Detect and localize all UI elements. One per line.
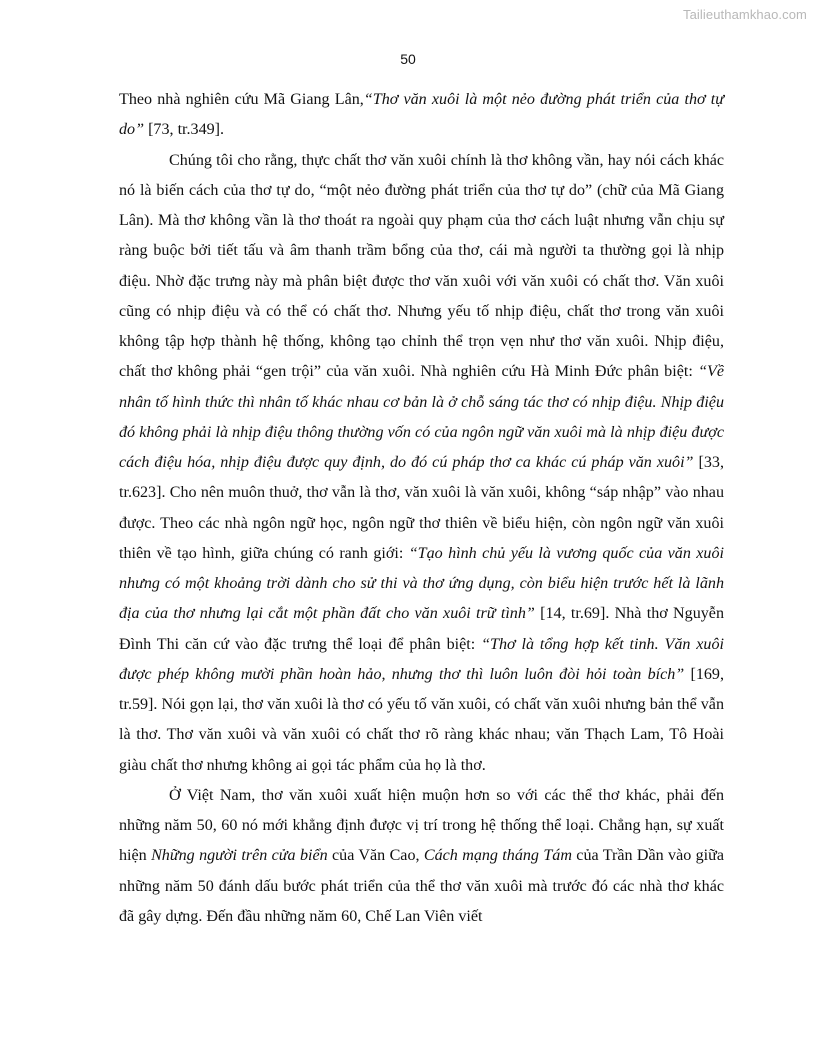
paragraph-1 xyxy=(119,85,724,146)
work-title-italic: Những người trên cửa biển xyxy=(151,847,328,865)
text-run: Theo nhà nghiên cứu Mã Giang Lân, xyxy=(119,91,364,108)
text-run: Ở Việt Nam, thơ văn xuôi xuất hiện muộn hơn so với các thể thơ khác, phải đến những năm 50, 60 nó mới khẳng định được vị trí trong hệ thống thể loại. Chẳng hạn, sự xuất hiện xyxy=(119,786,724,865)
text-run: [169, tr.59]. Nói gọn lại, thơ văn xuôi là thơ có yếu tố văn xuôi, có chất văn xuôi nhưng bản thể vẫn là thơ. Thơ văn xuôi và văn xuôi có chất thơ rõ ràng khác nhau; văn Thạch Lam, Tô Hoài giàu chất thơ nhưng không ai gọi tác phẩm của họ là thơ. xyxy=(119,665,724,774)
work-title-italic: Cách mạng tháng Tám xyxy=(423,847,572,865)
watermark: Tailieuthamkhao.com xyxy=(682,7,807,22)
text-run: của Văn Cao, xyxy=(327,847,424,865)
text-run: Chúng tôi cho rằng, thực chất thơ văn xuôi chính là thơ không vần, hay nói cách khác nó là biến cách của thơ tự do, “một nẻo đường phát triển của thơ tự do” (chữ của Mã Giang Lân). Mà thơ không vần là thơ thoát ra ngoài quy phạm của thơ cách luật nhưng vẫn chịu sự ràng buộc bởi tiết tấu và âm thanh trầm bổng của thơ, cái mà người ta thường gọi là nhịp điệu. Nhờ đặc trưng này mà phân biệt được thơ văn xuôi với văn xuôi có chất thơ. Văn xuôi cũng có nhịp điệu và có thể có chất thơ. Nhưng yếu tố nhịp điệu, chất thơ trong văn xuôi không tập hợp thành hệ thống, không tạo chỉnh thể trọn vẹn như thơ văn xuôi. Nhịp điệu, chất thơ không phải “gen trội” của văn xuôi. Nhà nghiên cứu Hà Minh Đức phân biệt: xyxy=(119,151,724,381)
document-body xyxy=(119,85,724,932)
quote-italic: “Thơ văn xuôi là một nẻo đường phát triển của thơ tự do” xyxy=(119,91,724,139)
text-run: [14, tr.69]. Nhà thơ Nguyễn Đình Thi căn cứ vào đặc trưng thể loại để phân biệt: xyxy=(119,605,724,653)
text-run: [33, tr.623]. Cho nên muôn thuở, thơ vẫn là thơ, văn xuôi là văn xuôi, không “sáp nhập” vào nhau được. Theo các nhà ngôn ngữ học, ngôn ngữ thơ thiên về biểu hiện, còn ngôn ngữ văn xuôi thiên về tạo hình, giữa chúng có ranh giới: xyxy=(119,454,724,562)
paragraph-3 xyxy=(119,781,724,932)
text-run: của Trần Dần vào giữa những năm 50 đánh dấu bước phát triển của thể thơ văn xuôi mà trước đó các nhà thơ khác đã gây dựng. Đến đầu những năm 60, Chế Lan Viên viết xyxy=(119,847,724,925)
paragraph-2 xyxy=(119,146,724,781)
citation: [73, tr.349]. xyxy=(144,121,225,139)
quote-italic: “Về nhân tố hình thức thì nhân tố khác nhau cơ bản là ở chỗ sáng tác thơ có nhịp điệu. Nhịp điệu đó không phải là nhịp điệu thông thường vốn có của ngôn ngữ văn xuôi mà là nhịp điệu được cách điệu hóa, nhịp điệu được quy định, do đó cú pháp thơ ca khác cú pháp văn xuôi” xyxy=(119,363,724,471)
quote-italic: “Tạo hình chủ yếu là vương quốc của văn xuôi nhưng có một khoảng trời dành cho sử thi và thơ ứng dụng, còn biểu hiện trước hết là lãnh địa của thơ nhưng lại cắt một phần đất cho văn xuôi trữ tình” xyxy=(119,544,724,623)
page-number: 50 xyxy=(400,51,416,67)
quote-italic: “Thơ là tổng hợp kết tinh. Văn xuôi được phép không mười phần hoàn hảo, nhưng thơ thì luôn luôn đòi hỏi toàn bích” xyxy=(119,635,724,683)
